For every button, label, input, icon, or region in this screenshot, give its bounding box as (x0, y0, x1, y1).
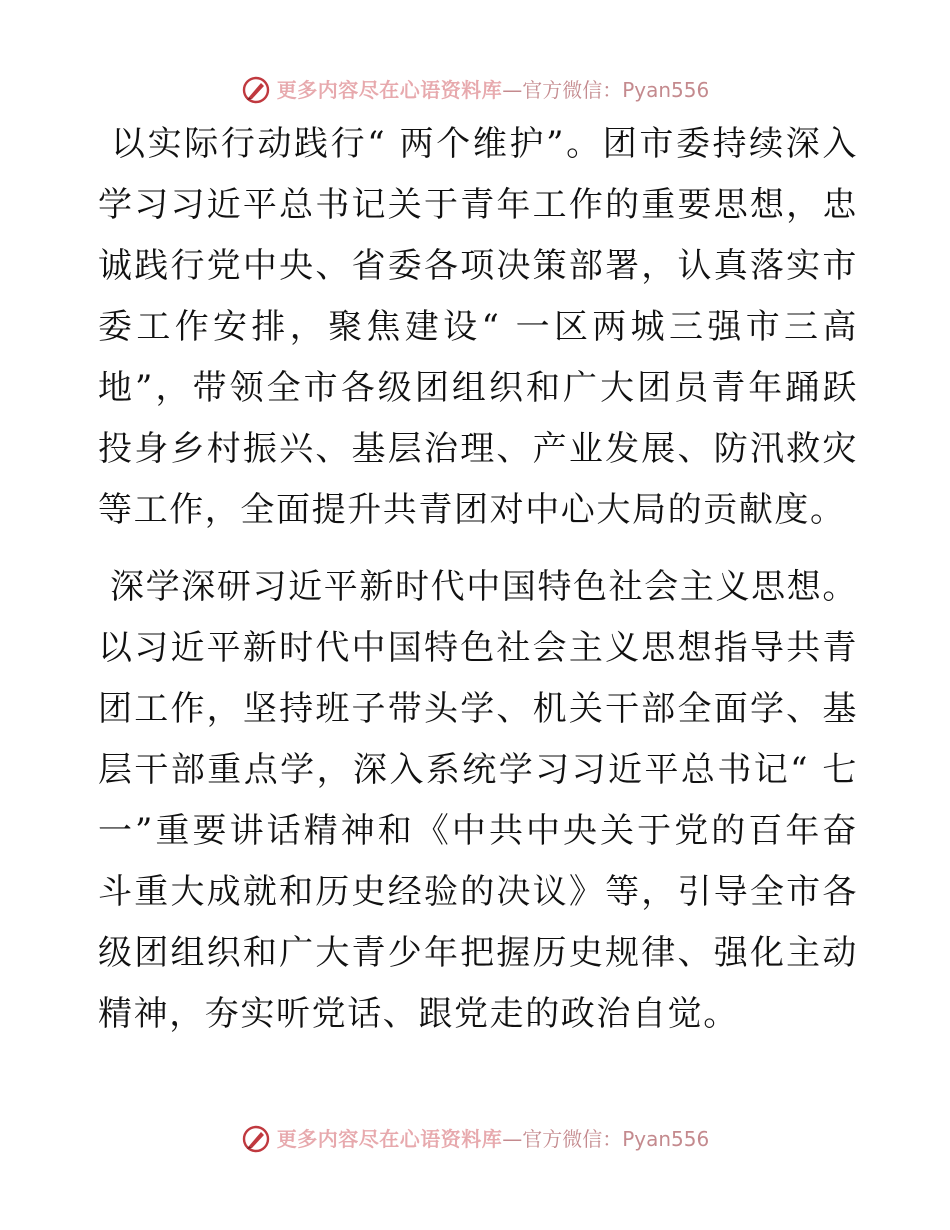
watermark-brand: 更多内容尽在心语资料库 (276, 78, 503, 102)
watermark-separator: — (502, 1127, 523, 1151)
watermark-text (277, 1124, 710, 1154)
watermark-contact: 官方微信：Pyan556 (522, 1127, 710, 1151)
paragraph (98, 557, 858, 1045)
header-watermark (0, 73, 950, 107)
paragraph-text: 深学深研习近平新时代中国特色社会主义思想。以习近平新时代中国特色社会主义思想指导共青团工作，坚持班子带头学、机关干部全面学、基层干部重点学，深入系统学习习近平总书记“ 七一”重要讲话精神和《中共中央关于党的百年奋斗重大成就和历史经验的决议》等，引导全市各级团组织和广大青少年把握历史规律、强化主动精神，夯实听党话、跟党走的政治自觉。 (98, 567, 858, 1034)
paragraph (98, 114, 858, 541)
pen-logo-icon (241, 1124, 271, 1154)
pen-logo-icon (241, 75, 271, 105)
watermark-text (277, 75, 710, 105)
watermark-brand: 更多内容尽在心语资料库 (276, 1127, 503, 1151)
paragraph-text: 以实际行动践行“ 两个维护”。团市委持续深入学习习近平总书记关于青年工作的重要思想，忠诚践行党中央、省委各项决策部署，认真落实市委工作安排，聚焦建设“ 一区两城三强市三高地”，带领全市各级团组织和广大团员青年踊跃投身乡村振兴、基层治理、产业发展、防汛救灾等工作，全面提升共青团对中心大局的贡献度。 (98, 124, 858, 530)
watermark-contact: 官方微信：Pyan556 (522, 78, 710, 102)
document-body (98, 114, 858, 1045)
watermark-separator: — (502, 78, 523, 102)
footer-watermark (0, 1122, 950, 1156)
